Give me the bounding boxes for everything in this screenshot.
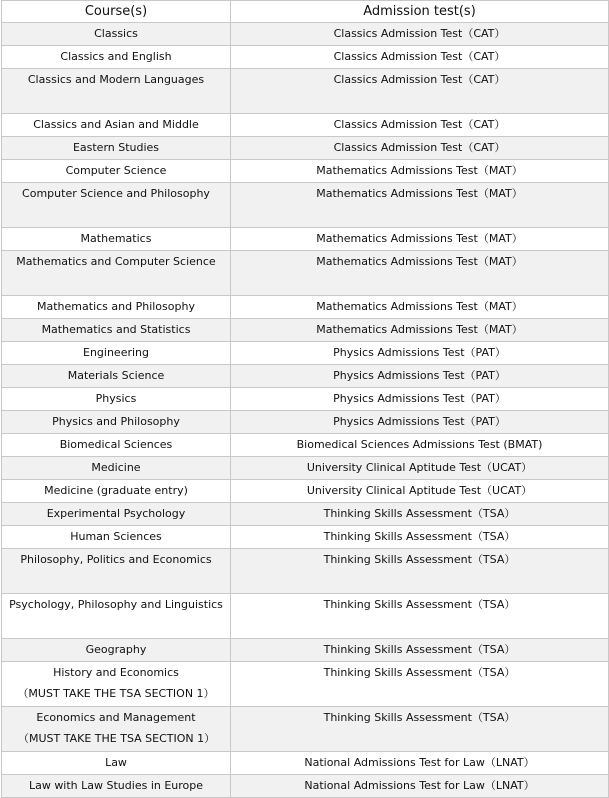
course-name: Biomedical Sciences	[59, 438, 173, 451]
course-name: Medicine (graduate entry)	[44, 484, 188, 497]
course-note: （MUST TAKE THE TSA SECTION 1）	[18, 732, 216, 745]
header-course: Course(s)	[2, 1, 231, 23]
test-name: Thinking Skills Assessment（TSA）	[323, 530, 516, 543]
table-row	[2, 480, 609, 503]
test-cell	[231, 251, 609, 296]
test-cell	[231, 23, 609, 46]
table-row	[2, 662, 609, 707]
table-row	[2, 594, 609, 639]
table-row	[2, 69, 609, 114]
course-name: Psychology, Philosophy and Linguistics	[9, 598, 223, 611]
test-cell	[231, 457, 609, 480]
course-name: Law	[105, 756, 127, 769]
course-cell	[2, 434, 231, 457]
test-name: Thinking Skills Assessment（TSA）	[323, 507, 516, 520]
course-name: History and Economics	[53, 666, 179, 679]
test-cell	[231, 160, 609, 183]
test-cell	[231, 228, 609, 251]
test-cell	[231, 775, 609, 798]
test-cell	[231, 707, 609, 752]
test-name: Classics Admission Test（CAT）	[333, 27, 506, 40]
course-name: Computer Science	[65, 164, 167, 177]
course-name: Geography	[85, 643, 147, 656]
table-row	[2, 296, 609, 319]
course-name: Medicine	[91, 461, 141, 474]
course-name: Economics and Management	[36, 711, 196, 724]
course-cell	[2, 752, 231, 775]
course-cell	[2, 457, 231, 480]
test-name: Thinking Skills Assessment（TSA）	[323, 711, 516, 724]
course-note: （MUST TAKE THE TSA SECTION 1）	[17, 687, 215, 700]
header-row	[2, 1, 609, 23]
test-cell	[231, 388, 609, 411]
test-name: Classics Admission Test（CAT）	[333, 50, 506, 63]
test-name: Physics Admissions Test（PAT）	[333, 415, 506, 428]
table-row	[2, 342, 609, 365]
course-cell	[2, 707, 231, 752]
test-cell	[231, 183, 609, 228]
test-cell	[231, 46, 609, 69]
course-name: Classics and Asian and Middle	[33, 118, 199, 131]
course-name: Law with Law Studies in Europe	[28, 779, 204, 792]
course-cell	[2, 342, 231, 365]
table-row	[2, 23, 609, 46]
test-cell	[231, 137, 609, 160]
course-cell	[2, 775, 231, 798]
test-name: Thinking Skills Assessment（TSA）	[323, 666, 516, 679]
test-name: Physics Admissions Test（PAT）	[333, 392, 506, 405]
table-row	[2, 251, 609, 296]
course-cell	[2, 526, 231, 549]
test-name: Mathematics Admissions Test（MAT）	[316, 323, 523, 336]
table-row	[2, 137, 609, 160]
course-cell	[2, 137, 231, 160]
table-row	[2, 183, 609, 228]
course-name: Mathematics and Statistics	[41, 323, 191, 336]
test-name: Classics Admission Test（CAT）	[333, 118, 506, 131]
test-name: National Admissions Test for Law（LNAT）	[304, 779, 535, 792]
table-row	[2, 228, 609, 251]
table-row	[2, 46, 609, 69]
test-name: University Clinical Aptitude Test（UCAT）	[306, 461, 533, 474]
table-row	[2, 319, 609, 342]
test-name: University Clinical Aptitude Test（UCAT）	[306, 484, 533, 497]
header-test: Admission test(s)	[231, 1, 609, 23]
test-cell	[231, 480, 609, 503]
course-name: Materials Science	[67, 369, 165, 382]
test-name: Mathematics Admissions Test（MAT）	[316, 187, 523, 200]
course-cell	[2, 183, 231, 228]
test-cell	[231, 549, 609, 594]
test-cell	[231, 342, 609, 365]
course-cell	[2, 114, 231, 137]
test-cell	[231, 69, 609, 114]
test-name: Mathematics Admissions Test（MAT）	[316, 232, 523, 245]
test-cell	[231, 662, 609, 707]
table-row	[2, 388, 609, 411]
course-cell	[2, 23, 231, 46]
course-cell	[2, 503, 231, 526]
test-name: Biomedical Sciences Admissions Test (BMAT)	[296, 438, 543, 451]
course-name: Physics	[95, 392, 137, 405]
course-name: Mathematics	[80, 232, 152, 245]
course-name: Classics	[94, 27, 138, 40]
test-name: Mathematics Admissions Test（MAT）	[316, 300, 523, 313]
table-row	[2, 639, 609, 662]
test-name: Mathematics Admissions Test（MAT）	[316, 255, 523, 268]
table-row	[2, 411, 609, 434]
test-name: Classics Admission Test（CAT）	[333, 73, 506, 86]
table-row	[2, 160, 609, 183]
table-row	[2, 365, 609, 388]
test-name: Physics Admissions Test（PAT）	[333, 346, 506, 359]
table-row	[2, 114, 609, 137]
table-row	[2, 707, 609, 752]
test-cell	[231, 319, 609, 342]
table-row	[2, 549, 609, 594]
course-name: Classics and Modern Languages	[27, 73, 205, 86]
course-cell	[2, 639, 231, 662]
course-name: Physics and Philosophy	[52, 415, 180, 428]
table-row	[2, 775, 609, 798]
course-cell	[2, 549, 231, 594]
course-cell	[2, 69, 231, 114]
test-name: Thinking Skills Assessment（TSA）	[323, 553, 516, 566]
table-row	[2, 457, 609, 480]
course-cell	[2, 662, 231, 707]
test-cell	[231, 639, 609, 662]
test-cell	[231, 365, 609, 388]
course-name: Engineering	[83, 346, 149, 359]
test-name: Thinking Skills Assessment（TSA）	[323, 598, 516, 611]
course-name: Mathematics and Philosophy	[37, 300, 195, 313]
test-cell	[231, 296, 609, 319]
test-name: Mathematics Admissions Test（MAT）	[316, 164, 523, 177]
table-row	[2, 503, 609, 526]
course-name: Mathematics and Computer Science	[16, 255, 216, 268]
test-name: Physics Admissions Test（PAT）	[333, 369, 506, 382]
course-cell	[2, 160, 231, 183]
course-cell	[2, 480, 231, 503]
test-name: National Admissions Test for Law（LNAT）	[304, 756, 535, 769]
test-cell	[231, 526, 609, 549]
table-row	[2, 526, 609, 549]
test-cell	[231, 434, 609, 457]
course-name: Philosophy, Politics and Economics	[20, 553, 212, 566]
course-name: Classics and English	[60, 50, 172, 63]
course-cell	[2, 46, 231, 69]
test-cell	[231, 503, 609, 526]
course-cell	[2, 228, 231, 251]
course-name: Human Sciences	[70, 530, 162, 543]
course-cell	[2, 594, 231, 639]
course-cell	[2, 319, 231, 342]
test-name: Thinking Skills Assessment（TSA）	[323, 643, 516, 656]
admission-tests-table	[1, 0, 609, 798]
test-cell	[231, 411, 609, 434]
course-cell	[2, 251, 231, 296]
course-name: Experimental Psychology	[46, 507, 186, 520]
course-cell	[2, 411, 231, 434]
course-cell	[2, 388, 231, 411]
test-cell	[231, 114, 609, 137]
course-cell	[2, 365, 231, 388]
table-row	[2, 752, 609, 775]
course-cell	[2, 296, 231, 319]
course-name: Computer Science and Philosophy	[22, 187, 210, 200]
course-name: Eastern Studies	[72, 141, 160, 154]
table-row	[2, 434, 609, 457]
test-name: Classics Admission Test（CAT）	[333, 141, 506, 154]
test-cell	[231, 594, 609, 639]
test-cell	[231, 752, 609, 775]
